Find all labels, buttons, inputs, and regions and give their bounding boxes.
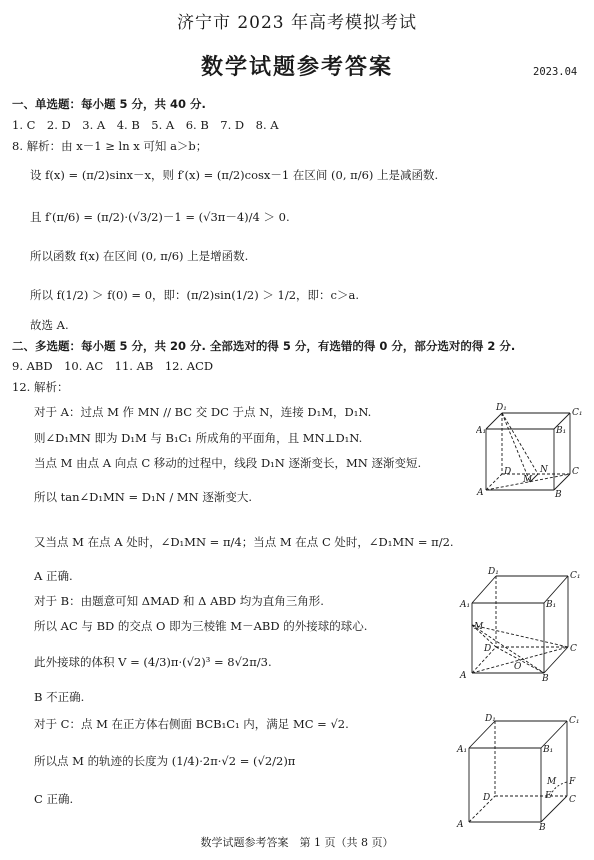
svg-text:A: A (457, 820, 464, 830)
svg-text:D: D (504, 467, 512, 477)
svg-text:D₁: D₁ (496, 403, 507, 413)
cube-figure-a (476, 402, 586, 502)
svg-text:C₁: C₁ (570, 571, 581, 581)
svg-text:C: C (569, 795, 576, 805)
svg-text:B: B (542, 674, 549, 683)
svg-text:A: A (477, 488, 484, 498)
cube-figure-c (455, 712, 583, 836)
q12-b-line3: 此外接球的体积 V = (4/3)π·(√2)³ = 8√2π/3. (34, 655, 272, 669)
q12-a-line4: 所以 tan∠D₁MN = D₁N / MN 逐渐变大. (34, 490, 253, 504)
q12-b-line1: 对于 B：由题意可知 ΔMAD 和 Δ ABD 均为直角三角形. (34, 594, 324, 608)
document-title: 数学试题参考答案 (200, 55, 393, 80)
svg-text:E: E (545, 791, 552, 801)
svg-text:C: C (572, 467, 579, 477)
svg-text:B₁: B₁ (556, 426, 567, 436)
svg-text:A₁: A₁ (476, 426, 487, 436)
section1-answers: 1. C 2. D 3. A 4. B 5. A 6. B 7. D 8. A (12, 118, 279, 132)
svg-text:C₁: C₁ (569, 716, 580, 726)
page-footer: 数学试题参考答案 第 1 页（共 8 页） (200, 836, 394, 849)
q12-a-line5: 又当点 M 在点 A 处时，∠D₁MN = π/4；当点 M 在点 C 处时，∠D₁MN = π/2. (34, 535, 454, 549)
svg-text:A₁: A₁ (457, 745, 468, 755)
svg-text:A: A (460, 671, 467, 681)
q8-conclusion: 故选 A. (30, 318, 69, 332)
section1-heading: 一、单选题：每小题 5 分，共 40 分. (12, 97, 206, 111)
svg-text:B: B (555, 490, 562, 498)
svg-text:N: N (540, 465, 548, 475)
svg-text:A₁: A₁ (460, 600, 471, 610)
q12-a-line1: 对于 A：过点 M 作 MN // BC 交 DC 于点 N，连接 D₁M，D₁N. (34, 405, 372, 419)
svg-text:D: D (484, 644, 492, 654)
svg-text:M: M (523, 475, 533, 485)
document-date: 2023.04 (533, 66, 578, 78)
svg-text:B₁: B₁ (543, 745, 554, 755)
cube-figure-b (458, 565, 586, 687)
svg-text:B: B (539, 823, 546, 832)
q12-b-result: B 不正确. (34, 690, 85, 704)
q8-line1: 设 f(x) = (π/2)sinx－x，则 f′(x) = (π/2)cosx－1 在区间 (0, π/6) 上是减函数. (30, 168, 439, 182)
svg-text:F: F (569, 777, 576, 787)
section2-answers: 9. ABD 10. AC 11. AB 12. ACD (12, 359, 214, 373)
exam-title: 济宁市 2023 年高考模拟考试 (176, 13, 418, 33)
svg-text:D₁: D₁ (485, 714, 496, 724)
q12-c-result: C 正确. (34, 792, 74, 806)
q12-b-line2: 所以 AC 与 BD 的交点 O 即为三棱锥 M－ABD 的外接球的球心. (34, 619, 368, 633)
section2-heading: 二、多选题：每小题 5 分，共 20 分. 全部选对的得 5 分，有选错的得 0 分，部分选对的得 2 分. (12, 339, 516, 353)
svg-text:D₁: D₁ (488, 567, 499, 577)
q8-line4: 所以 f(1/2) ＞ f(0) = 0，即：(π/2)sin(1/2) ＞ 1/2，即：c＞a. (30, 288, 359, 302)
q12-a-result: A 正确. (34, 569, 73, 583)
svg-text:M: M (547, 777, 557, 787)
q12-a-line2: 则∠D₁MN 即为 D₁M 与 B₁C₁ 所成角的平面角，且 MN⊥D₁N. (34, 431, 363, 445)
q12-a-line3: 当点 M 由点 A 向点 C 移动的过程中，线段 D₁N 逐渐变长，MN 逐渐变短. (34, 456, 422, 470)
svg-text:C: C (570, 644, 577, 654)
svg-text:O: O (514, 662, 522, 672)
q8-line2: 且 f′(π/6) = (π/2)·(√3/2)－1 = (√3π－4)/4 ＞ 0. (30, 210, 290, 224)
q12-intro: 12. 解析： (12, 380, 69, 394)
svg-text:M: M (474, 622, 484, 632)
q12-c-line2: 所以点 M 的轨迹的长度为 (1/4)·2π·√2 = (√2/2)π (34, 754, 296, 768)
svg-text:D: D (483, 793, 491, 803)
q8-intro: 8. 解析：由 x－1 ≥ ln x 可知 a＞b； (12, 139, 208, 153)
q8-line3: 所以函数 f(x) 在区间 (0, π/6) 上是增函数. (30, 249, 249, 263)
svg-text:B₁: B₁ (546, 600, 557, 610)
svg-text:C₁: C₁ (572, 408, 583, 418)
q12-c-line1: 对于 C：点 M 在正方体右侧面 BCB₁C₁ 内，满足 MC = √2. (34, 717, 349, 731)
